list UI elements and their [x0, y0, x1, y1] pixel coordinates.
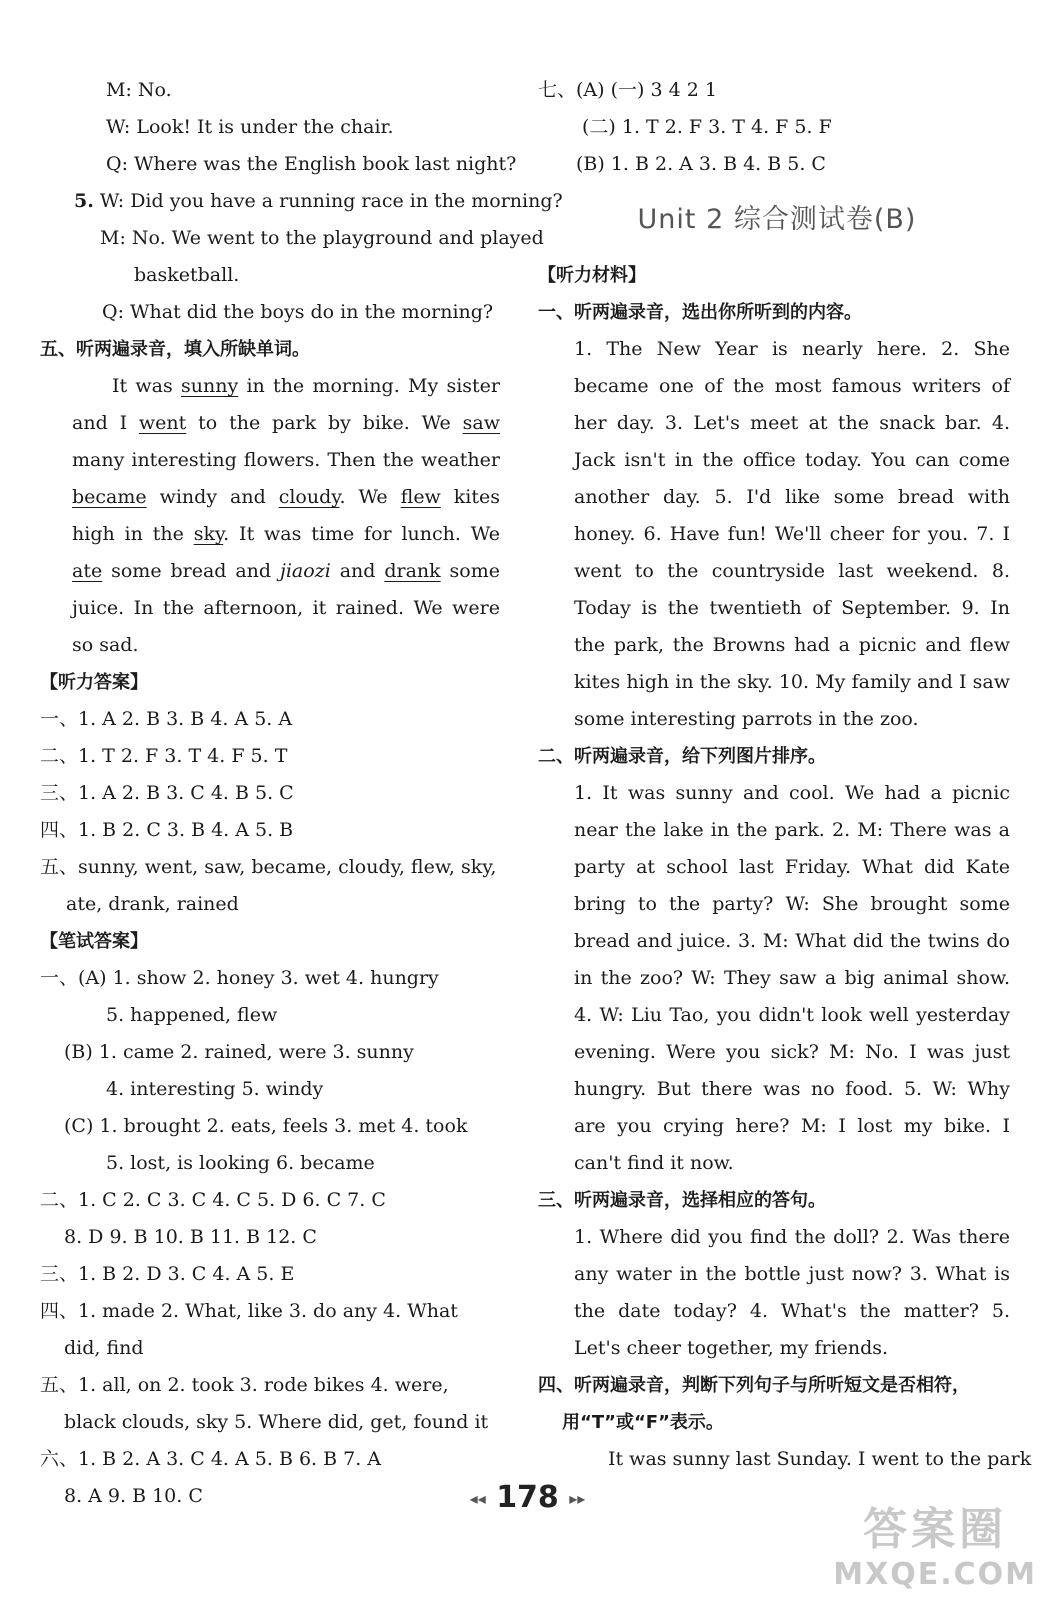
answer-line: 五、1. all, on 2. took 3. rode bikes 4. were, — [40, 1374, 449, 1396]
answer-line: black clouds, sky 5. Where did, get, found it — [64, 1411, 489, 1433]
answer-line: (二) 1. T 2. F 3. T 4. F 5. F — [582, 116, 832, 138]
answer-line: 五、sunny, went, saw, became, cloudy, flew, sky, — [40, 856, 497, 878]
answer-line: 8. D 9. B 10. B 11. B 12. C — [64, 1226, 317, 1248]
answer-line: 四、1. B 2. C 3. B 4. A 5. B — [40, 819, 294, 841]
dialog-line: Q: Where was the English book last night? — [106, 153, 517, 175]
watermark — [833, 1493, 1037, 1592]
answer-line: 5. happened, flew — [106, 1004, 278, 1026]
item5-q: Q: What did the boys do in the morning? — [102, 301, 494, 323]
unit-title: Unit 2 综合测试卷(B) — [637, 204, 917, 235]
answer-line: 一、1. A 2. B 3. B 4. A 5. A — [40, 708, 293, 730]
next-arrow-icon: ▸▸ — [569, 1489, 586, 1508]
materials-header: 【听力材料】 — [538, 265, 646, 286]
section-text: It was sunny last Sunday. I went to the park — [608, 1448, 1032, 1470]
item5-w: 5. W: Did you have a running race in the morning? — [74, 190, 563, 212]
page-number: 178 — [496, 1480, 559, 1515]
answer-line: (B) 1. B 2. A 3. B 4. B 5. C — [576, 153, 826, 175]
section-header: 四、听两遍录音，判断下列句子与所听短文是否相符， — [538, 1375, 970, 1396]
answer-line: (B) 1. came 2. rained, were 3. sunny — [64, 1041, 414, 1063]
answer-line: 三、1. A 2. B 3. C 4. B 5. C — [40, 782, 294, 804]
answer-line: ate, drank, rained — [66, 893, 239, 915]
answer-line: 七、(A) (一) 3 4 2 1 — [538, 79, 717, 101]
answer-line: 4. interesting 5. windy — [106, 1078, 324, 1100]
dialog-line: W: Look! It is under the chair. — [106, 116, 394, 138]
item5-m2: basketball. — [134, 264, 240, 286]
answer-line: 8. A 9. B 10. C — [64, 1485, 203, 1507]
section-text: 1. Where did you find the doll? 2. Was there any water in the bottle just now? 3. What is the date today? 4. What's the matter? 5. Let's cheer together, my friends. — [574, 1226, 1010, 1359]
answer-line: 二、1. C 2. C 3. C 4. C 5. D 6. C 7. C — [40, 1189, 386, 1211]
dialog-line: M: No. — [106, 79, 172, 101]
answer-line: 二、1. T 2. F 3. T 4. F 5. T — [40, 745, 288, 767]
answer-line: 六、1. B 2. A 3. C 4. A 5. B 6. B 7. A — [40, 1448, 381, 1470]
section-header: 五、听两遍录音，填入所缺单词。 — [40, 339, 310, 360]
section-header: 一、听两遍录音，选出你所听到的内容。 — [538, 302, 862, 323]
prev-arrow-icon: ◂◂ — [469, 1489, 486, 1508]
answer-line: (C) 1. brought 2. eats, feels 3. met 4. took — [64, 1115, 468, 1137]
answer-line: did, find — [64, 1337, 144, 1359]
watermark-url: MXQE.COM — [833, 1557, 1037, 1592]
right-column — [538, 72, 1032, 1478]
section-text: 1. The New Year is nearly here. 2. She became one of the most famous writers of her day. 3. Let's meet at the snack bar. 4. Jack isn't in the office today. You can come another day. 5. I'd like some bread with honey. 6. Have fun! We'll cheer for you. 7. I went to the countryside last weekend. 8. Today is the twentieth of September. 9. In the park, the Browns had a picnic and flew kites high in the sky. 10. My family and I saw some interesting parrots in the zoo. — [574, 338, 1010, 730]
section-text: 1. It was sunny and cool. We had a picnic near the lake in the park. 2. M: There was a party at school last Friday. What did Kate bring to the party? W: She brought some bread and juice. 3. M: What did the twins do in the zoo? W: They saw a big animal show. 4. W: Liu Tao, you didn't look well yesterday evening. Were you sick? M: No. I was just hungry. But there was no food. 5. W: Why are you crying here? M: I lost my bike. I can't find it now. — [574, 782, 1010, 1174]
section-header: 用“T”或“F”表示。 — [562, 1412, 724, 1433]
written-answers-header: 【笔试答案】 — [40, 931, 148, 952]
listening-answers-header: 【听力答案】 — [40, 672, 148, 693]
section-header: 二、听两遍录音，给下列图片排序。 — [538, 746, 826, 767]
fill-in-passage: It was sunny in the morning. My sister and I went to the park by bike. We saw many interesting flowers. Then the weather became windy and cloudy. We flew kites high in the sky. It was time for lunch. We ate some bread and jiaozi and drank some juice. In the afternoon, it rained. We were so sad. — [72, 375, 501, 656]
watermark-logo: 答案圈 — [863, 1504, 1008, 1555]
item5-m: M: No. We went to the playground and played — [100, 227, 544, 249]
answer-line: 5. lost, is looking 6. became — [106, 1152, 375, 1174]
section-header: 三、听两遍录音，选择相应的答句。 — [538, 1190, 826, 1211]
answer-line: 三、1. B 2. D 3. C 4. A 5. E — [40, 1263, 295, 1285]
answer-line: 一、(A) 1. show 2. honey 3. wet 4. hungry — [40, 967, 439, 989]
answer-line: 四、1. made 2. What, like 3. do any 4. What — [40, 1300, 458, 1322]
